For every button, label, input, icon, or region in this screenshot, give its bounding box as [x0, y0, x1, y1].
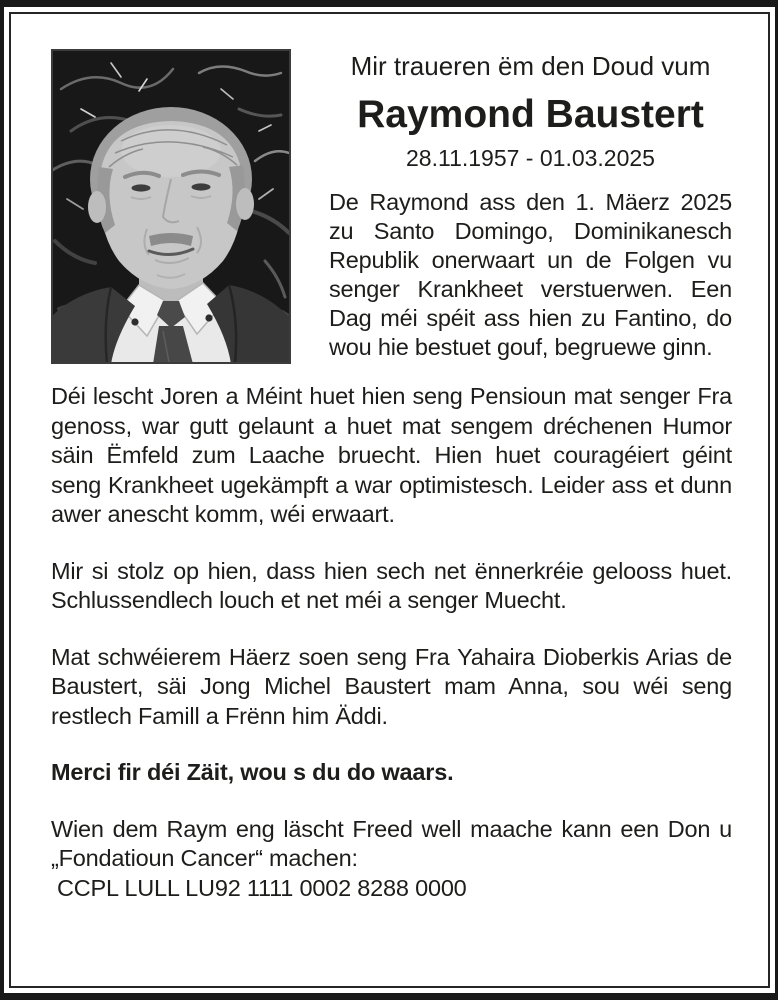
- life-dates: 28.11.1957 - 01.03.2025: [406, 145, 655, 171]
- death-circumstances-paragraph: De Raymond ass den 1. Mäerz 2025 zu Santo Domingo, Dominikanesch Republik onerwaart un de Folgen vu senger Krankheet verstuerwen. Een Dag méi spéit ass hien zu Fantino, do wou hie bestuet gouf, begruewe ginn.: [329, 189, 732, 360]
- deceased-name: Raymond Baustert: [357, 93, 704, 136]
- header-text-column: [329, 49, 732, 362]
- portrait-photo: [51, 49, 291, 364]
- obituary-paragraph-1: Déi lescht Joren a Méint huet hien seng Pensioun mat senger Fra genoss, war gutt gelaunt a huet mat sengem dréchenen Humor säin Ëmfeld zum Laache bruecht. Hien huet couragéiert géint seng Krankheet ugekämpft a war optimistesch. Leider ass et dunn awer anescht komm, wéi erwaart.: [51, 383, 732, 527]
- portrait-photo-graphic: [51, 49, 291, 364]
- thanks-line: Merci fir déi Zäit, wou s du do waars.: [51, 759, 454, 785]
- obituary-paragraph-2: Mir si stolz op hien, dass hien sech net ënnerkréie gelooss huet. Schlussendlech louch et net méi a senger Muecht.: [51, 557, 732, 613]
- donation-text: Wien dem Raym eng läscht Freed well maache kann een Don u „Fondatioun Cancer“ machen:: [51, 815, 732, 871]
- donation-paragraph: [51, 815, 732, 904]
- inner-border-frame: [9, 12, 770, 988]
- obituary-paragraph-3: Mat schwéierem Häerz soen seng Fra Yahaira Dioberkis Arias de Baustert, säi Jong Michel Baustert mam Anna, sou wéi seng restlech Famill a Frënn him Äddi.: [51, 643, 732, 729]
- intro-line: Mir traueren ëm den Doud vum: [350, 51, 711, 81]
- donation-account-number: CCPL LULL LU92 1111 0002 8288 0000: [57, 874, 467, 901]
- header-section: [51, 49, 732, 364]
